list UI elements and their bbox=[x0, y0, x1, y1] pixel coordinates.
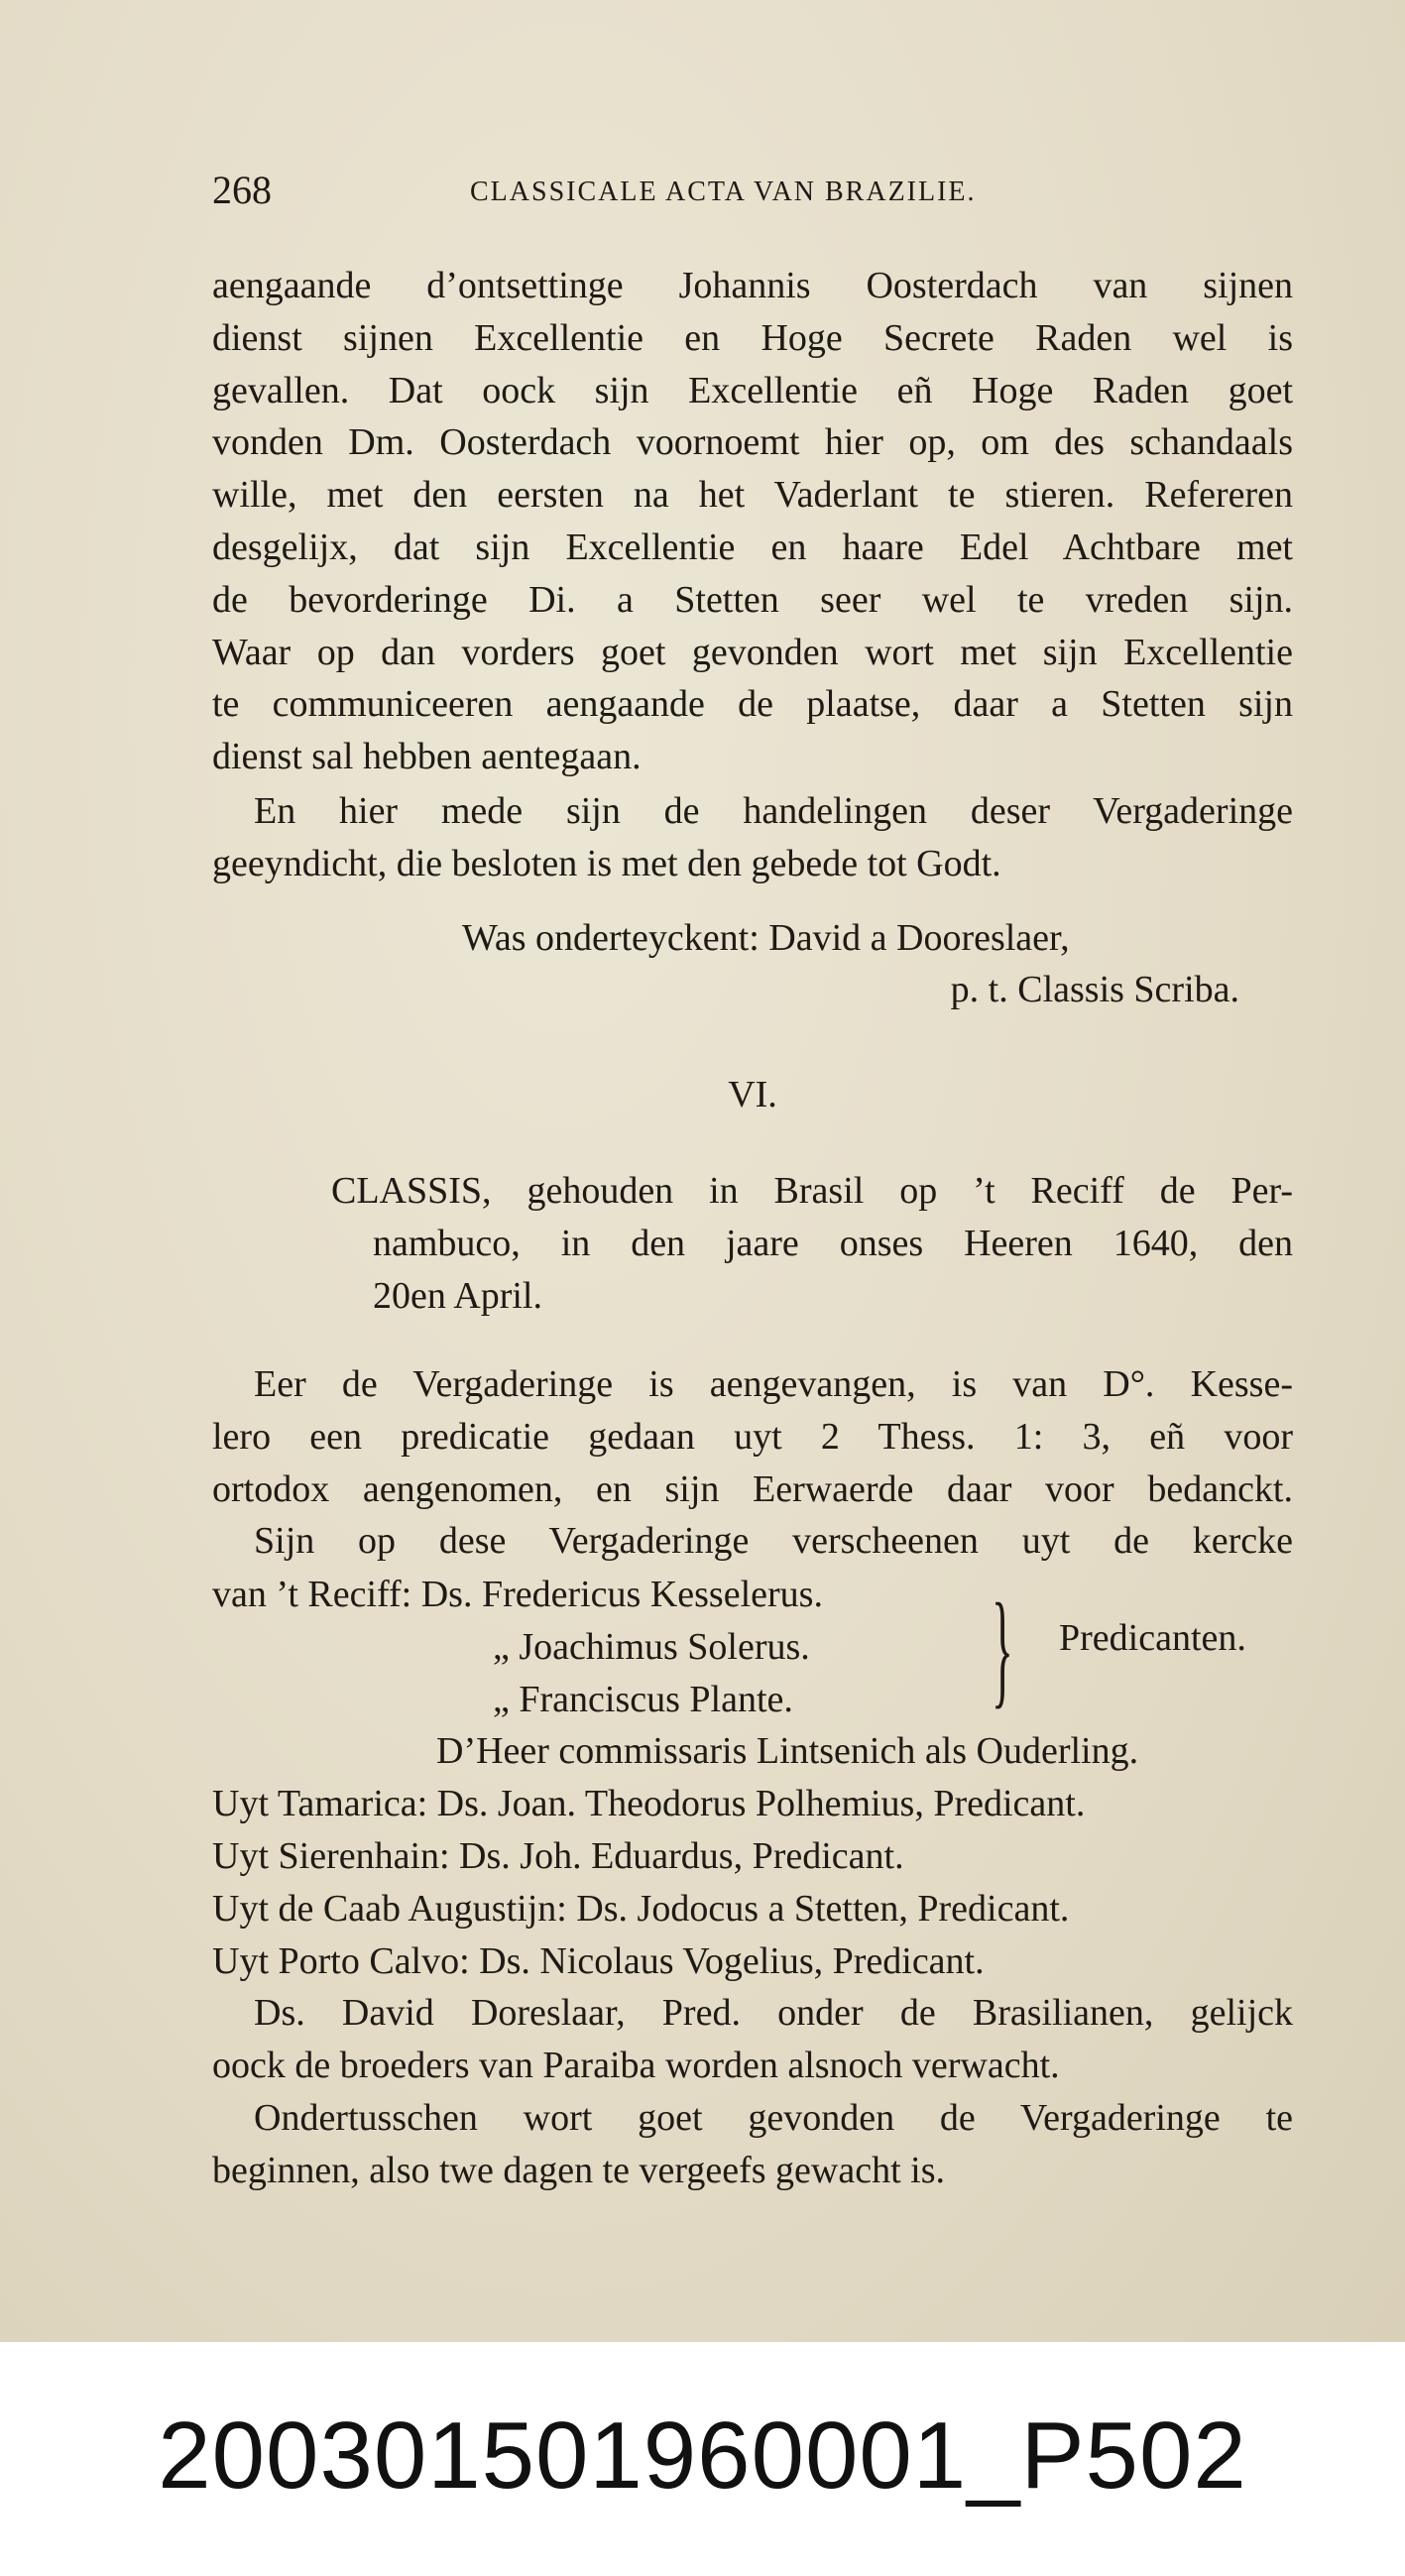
text-line: wille, met den eersten na het Vaderlant te stieren. Refereren bbox=[212, 474, 1293, 517]
text-line: Eer de Vergaderinge is aengevangen, is van D°. Kesse- bbox=[254, 1363, 1293, 1405]
brace-mark: } bbox=[992, 1578, 1013, 1720]
signature-role: p. t. Classis Scriba. bbox=[950, 969, 1239, 1010]
attendee-line: Uyt Tamarica: Ds. Joan. Theodorus Polhemius, Predicant. bbox=[212, 1783, 1086, 1825]
waiting-paragraph bbox=[212, 1987, 1293, 2092]
signature-line: Was onderteyckent: David a Dooreslaer, bbox=[462, 917, 1070, 959]
text-line: En hier mede sijn de handelingen deser Vergaderinge bbox=[254, 790, 1293, 832]
text-line: desgelijx, dat sijn Excellentie en haare Edel Achtbare met bbox=[212, 526, 1293, 568]
text-line: Ds. David Doreslaar, Pred. onder de Brasilianen, gelijck bbox=[254, 1992, 1293, 2034]
text-line: aengaande d’ontsettinge Johannis Oosterdach van sijnen bbox=[212, 265, 1293, 306]
section-numeral bbox=[212, 1069, 1293, 1121]
heading-line: 20en April. bbox=[373, 1274, 542, 1317]
text-line: vonden Dm. Oosterdach voornoemt hier op, om des schandaals bbox=[212, 421, 1293, 464]
text-line: lero een predicatie gedaan uyt 2 Thess. 1: 3, eñ voor bbox=[212, 1415, 1293, 1458]
attendee-line: Uyt de Caab Augustijn: Ds. Jodocus a Stetten, Predicant. bbox=[212, 1887, 1070, 1930]
text-line: Ondertusschen wort goet gevonden de Vergaderinge te bbox=[254, 2097, 1293, 2139]
running-title: CLASSICALE ACTA VAN BRAZILIE. bbox=[470, 176, 977, 207]
start-paragraph bbox=[212, 2092, 1293, 2197]
page-number: 268 bbox=[212, 168, 272, 212]
attendee-line: van ’t Reciff: Ds. Fredericus Kesselerus. bbox=[212, 1574, 823, 1615]
opening-paragraph bbox=[212, 1358, 1293, 1568]
text-line: dienst sal hebben aentegaan. bbox=[212, 736, 642, 778]
page-header bbox=[212, 167, 1293, 216]
roman-numeral: VI. bbox=[728, 1074, 777, 1115]
attendee-line: „ Franciscus Plante. bbox=[493, 1678, 793, 1720]
signature-block bbox=[462, 912, 1216, 965]
heading-line: nambuco, in den jaare onses Heeren 1640, den bbox=[373, 1222, 1293, 1264]
text-line: Waar op dan vorders goet gevonden wort met sijn Excellentie bbox=[212, 631, 1293, 673]
continuation-paragraph bbox=[212, 260, 1293, 783]
text-line: de bevorderinge Di. a Stetten seer wel te vreden sijn. bbox=[212, 578, 1293, 621]
text-line: ortodox aengenomen, en sijn Eerwaerde daar voor bedanckt. bbox=[212, 1467, 1293, 1510]
text-line: dienst sijnen Excellentie en Hoge Secrete Raden wel is bbox=[212, 316, 1293, 359]
attendee-line: Uyt Sierenhain: Ds. Joh. Eduardus, Predicant. bbox=[212, 1834, 904, 1877]
attendee-line: Uyt Porto Calvo: Ds. Nicolaus Vogelius, Predicant. bbox=[212, 1939, 985, 1982]
text-line: geeyndicht, die besloten is met den gebede tot Godt. bbox=[212, 842, 1001, 884]
attendee-line: „ Joachimus Solerus. bbox=[493, 1625, 810, 1668]
text-line: oock de broeders van Paraiba worden alsnoch verwacht. bbox=[212, 2044, 1060, 2086]
elder-line: D’Heer commissaris Lintsenich als Ouderling. bbox=[436, 1730, 1139, 1773]
session-heading bbox=[331, 1165, 1293, 1322]
predicanten-label: Predicanten. bbox=[1059, 1617, 1246, 1659]
catalog-number: 200301501960001_P502 bbox=[158, 2402, 1247, 2509]
text-line: beginnen, also twe dagen te vergeefs gewacht is. bbox=[212, 2149, 945, 2191]
text-line: Sijn op dese Vergaderinge verscheenen uyt de kercke bbox=[254, 1520, 1293, 1563]
closing-paragraph bbox=[212, 785, 1293, 890]
signature-title bbox=[694, 964, 1239, 1016]
heading-line: CLASSIS, gehouden in Brasil op ’t Reciff de Per- bbox=[331, 1170, 1293, 1212]
text-line: te communiceeren aengaande de plaatse, daar a Stetten sijn bbox=[212, 683, 1293, 726]
text-line: gevallen. Dat oock sijn Excellentie eñ Hoge Raden goet bbox=[212, 369, 1293, 411]
